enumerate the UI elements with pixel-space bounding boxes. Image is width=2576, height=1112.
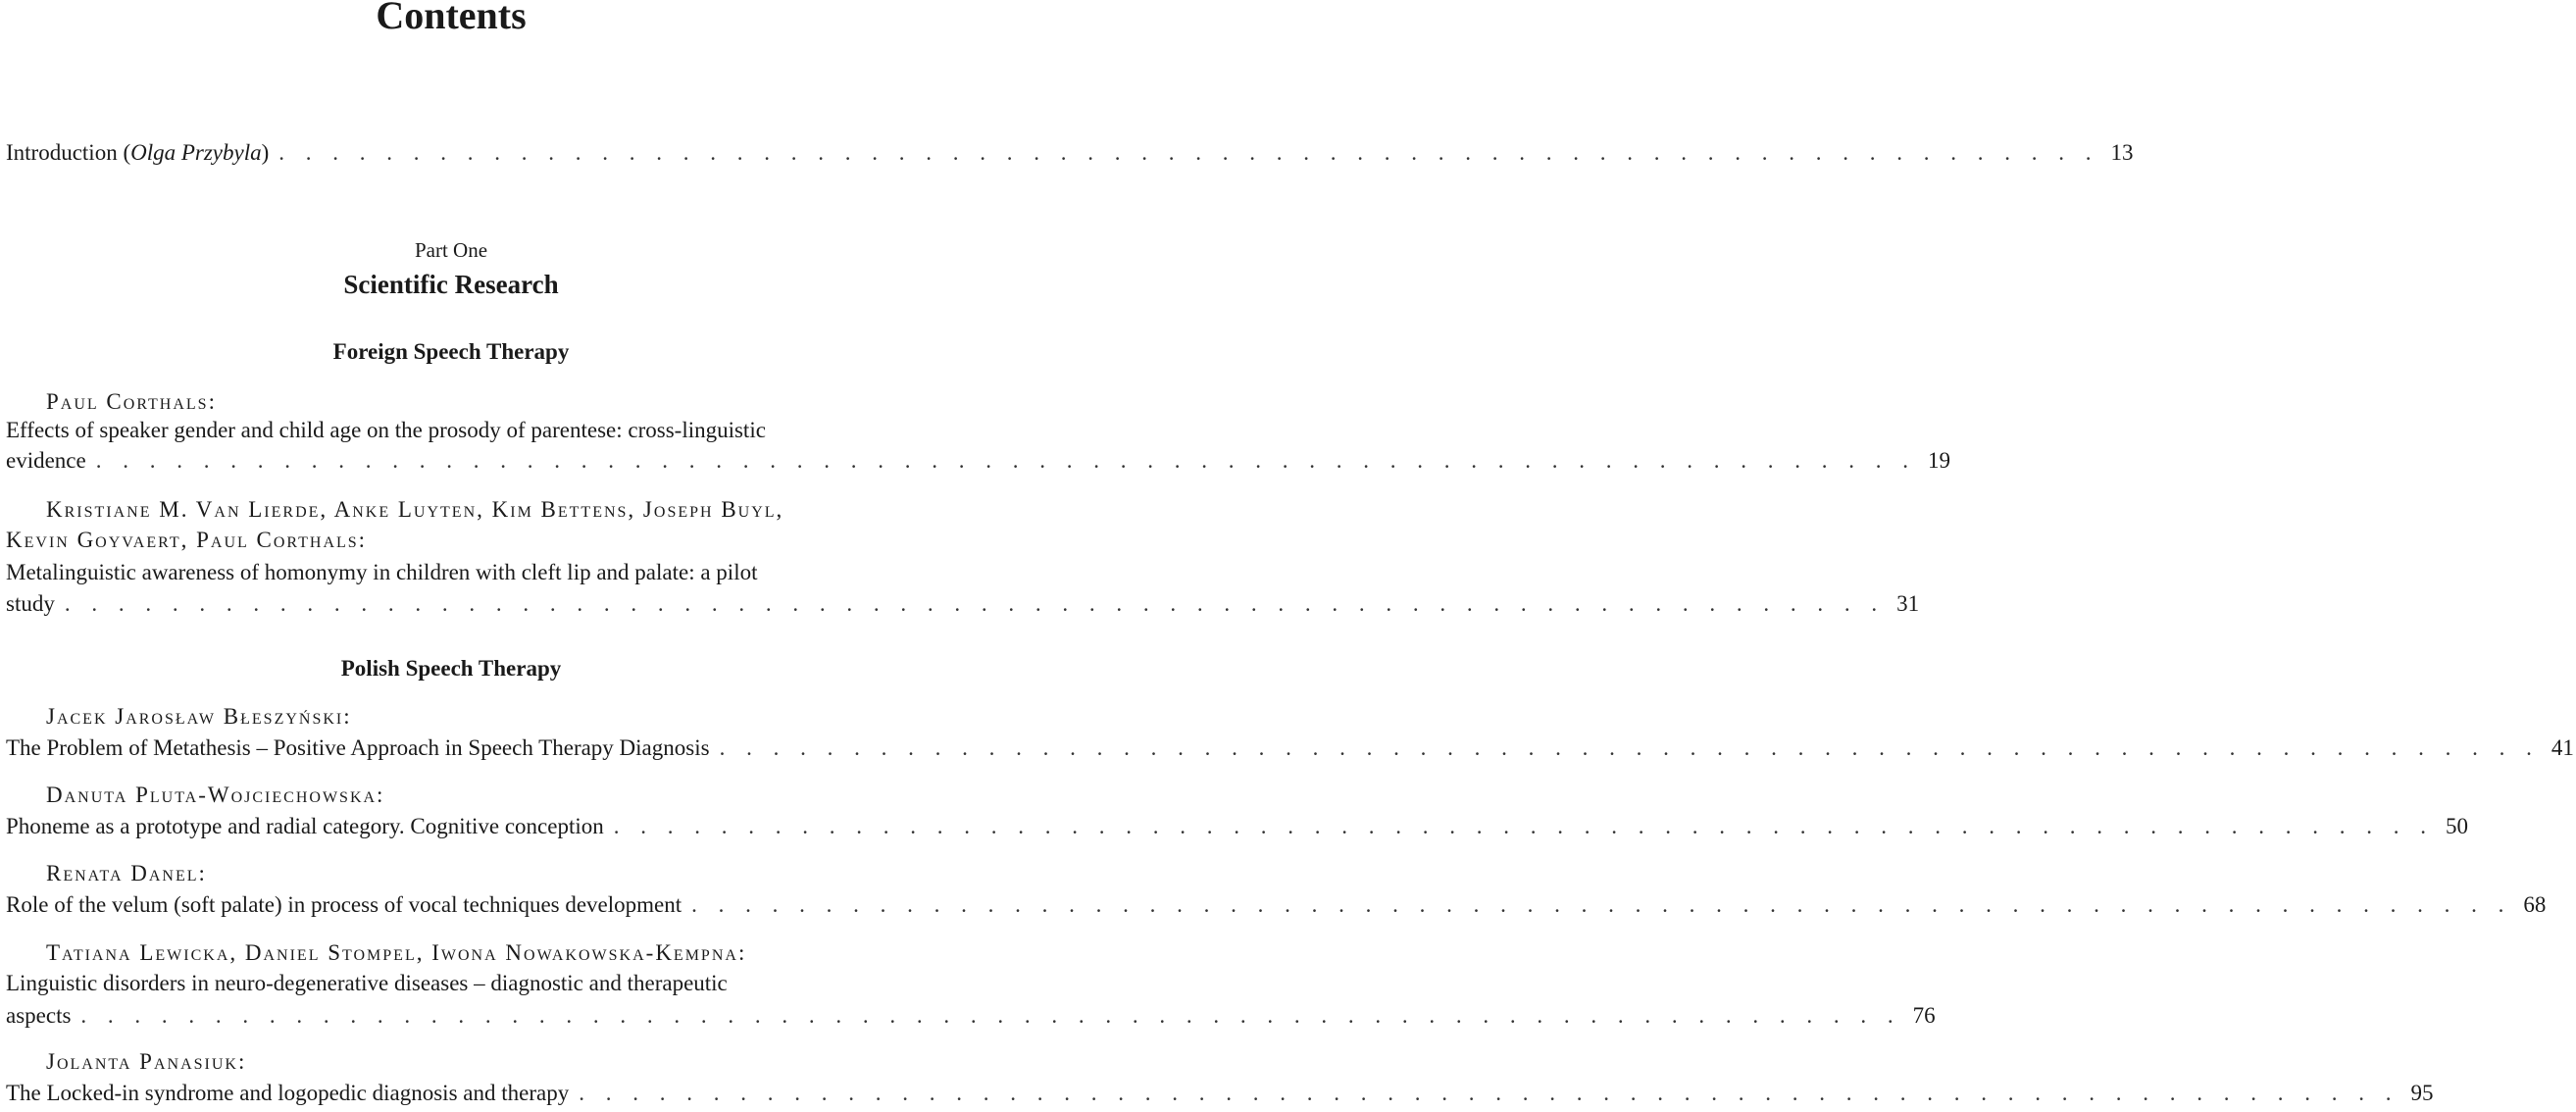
- toc-entry-panasiuk[interactable]: [6, 1079, 2434, 1108]
- part-title: Scientific Research: [343, 270, 559, 299]
- toc-entry-bleszynski[interactable]: [6, 733, 2574, 763]
- entry-authors: Danuta Pluta-Wojciechowska:: [46, 783, 385, 807]
- page-number: 95: [2410, 1081, 2434, 1105]
- entry-title: Linguistic disorders in neuro-degenerative diseases – diagnostic and therapeutic: [6, 971, 728, 995]
- page-title: Contents: [376, 0, 527, 37]
- dot-leader: . . . . . . . . . . . . . . . . . . . . . . . . . . . . . . . . . . . . . . . . . . . . . . . . . . . . . . . . . . . . . . . . . . . .: [80, 1003, 1901, 1028]
- entry-title: The Locked-in syndrome and logopedic diagnosis and therapy: [6, 1081, 570, 1105]
- part-label: Part One: [414, 238, 488, 262]
- toc-entry-lewicka[interactable]: [6, 1001, 1936, 1031]
- page-number: 50: [2446, 814, 2468, 838]
- page-number: 68: [2523, 892, 2547, 917]
- dot-leader: . . . . . . . . . . . . . . . . . . . . . . . . . . . . . . . . . . . . . . . . . . . . . . . . . . . . . . . . . . . . . . . . . . . .: [719, 735, 2540, 760]
- dot-leader: . . . . . . . . . . . . . . . . . . . . . . . . . . . . . . . . . . . . . . . . . . . . . . . . . . . . . . . . . . . . . . . . . . . .: [95, 448, 1916, 473]
- entry-authors: Kristiane M. Van Lierde, Anke Luyten, Kim Bettens, Joseph Buyl,: [46, 497, 784, 522]
- dot-leader: . . . . . . . . . . . . . . . . . . . . . . . . . . . . . . . . . . . . . . . . . . . . . . . . . . . . . . . . . . . . . . . . . . . .: [613, 814, 2434, 838]
- entry-authors: Renata Danel:: [46, 861, 207, 885]
- dot-leader: . . . . . . . . . . . . . . . . . . . . . . . . . . . . . . . . . . . . . . . . . . . . . . . . . . . . . . . . . . . . . . . . . . . .: [64, 591, 1886, 616]
- entry-title: Metalinguistic awareness of homonymy in children with cleft lip and palate: a pilot: [6, 560, 758, 584]
- entry-title: Role of the velum (soft palate) in process of vocal techniques development: [6, 892, 682, 917]
- entry-authors: Jacek Jarosław Błeszyński:: [46, 704, 352, 729]
- entry-authors: Jolanta Panasiuk:: [46, 1049, 247, 1074]
- dot-leader: . . . . . . . . . . . . . . . . . . . . . . . . . . . . . . . . . . . . . . . . . . . . . . . . . . . . . . . . . . . . . . . . . . . .: [691, 892, 2512, 917]
- page-number: 13: [2110, 140, 2134, 165]
- entry-title-continued: aspects: [6, 1003, 72, 1028]
- entry-authors-continued: Kevin Goyvaert, Paul Corthals:: [6, 528, 368, 552]
- entry-title-continued: study: [6, 591, 55, 616]
- dot-leader: . . . . . . . . . . . . . . . . . . . . . . . . . . . . . . . . . . . . . . . . . . . . . . . . . . . . . . . . . . . . . . . . . . . .: [278, 140, 2099, 165]
- page-number: 31: [1896, 591, 1920, 616]
- page-number: 19: [1927, 448, 1950, 473]
- page-number: 41: [2551, 735, 2574, 760]
- entry-title: Phoneme as a prototype and radial category. Cognitive conception: [6, 814, 604, 838]
- toc-entry-corthals[interactable]: [6, 446, 1950, 476]
- toc-entry-introduction[interactable]: [6, 138, 2134, 168]
- dot-leader: . . . . . . . . . . . . . . . . . . . . . . . . . . . . . . . . . . . . . . . . . . . . . . . . . . . . . . . . . . . . . . . . . . . .: [579, 1081, 2399, 1105]
- entry-title-continued: evidence: [6, 448, 86, 473]
- toc-entry-van-lierde[interactable]: [6, 589, 1920, 619]
- toc-entry-pluta-wojciechowska[interactable]: [6, 812, 2468, 841]
- editor-name: Olga Przybyla: [130, 140, 262, 165]
- entry-title: Introduction (Olga Przybyla): [6, 140, 270, 165]
- entry-authors: Paul Corthals:: [46, 389, 217, 414]
- entry-title: Effects of speaker gender and child age on the prosody of parentese: cross-linguistic: [6, 418, 766, 442]
- page-number: 76: [1912, 1003, 1936, 1028]
- section-title-polish: Polish Speech Therapy: [340, 656, 562, 681]
- entry-authors: Tatiana Lewicka, Daniel Stompel, Iwona Nowakowska-Kempna:: [46, 940, 747, 965]
- toc-entry-danel[interactable]: [6, 890, 2547, 920]
- entry-title: The Problem of Metathesis – Positive Approach in Speech Therapy Diagnosis: [6, 735, 710, 760]
- section-title-foreign: Foreign Speech Therapy: [332, 339, 570, 364]
